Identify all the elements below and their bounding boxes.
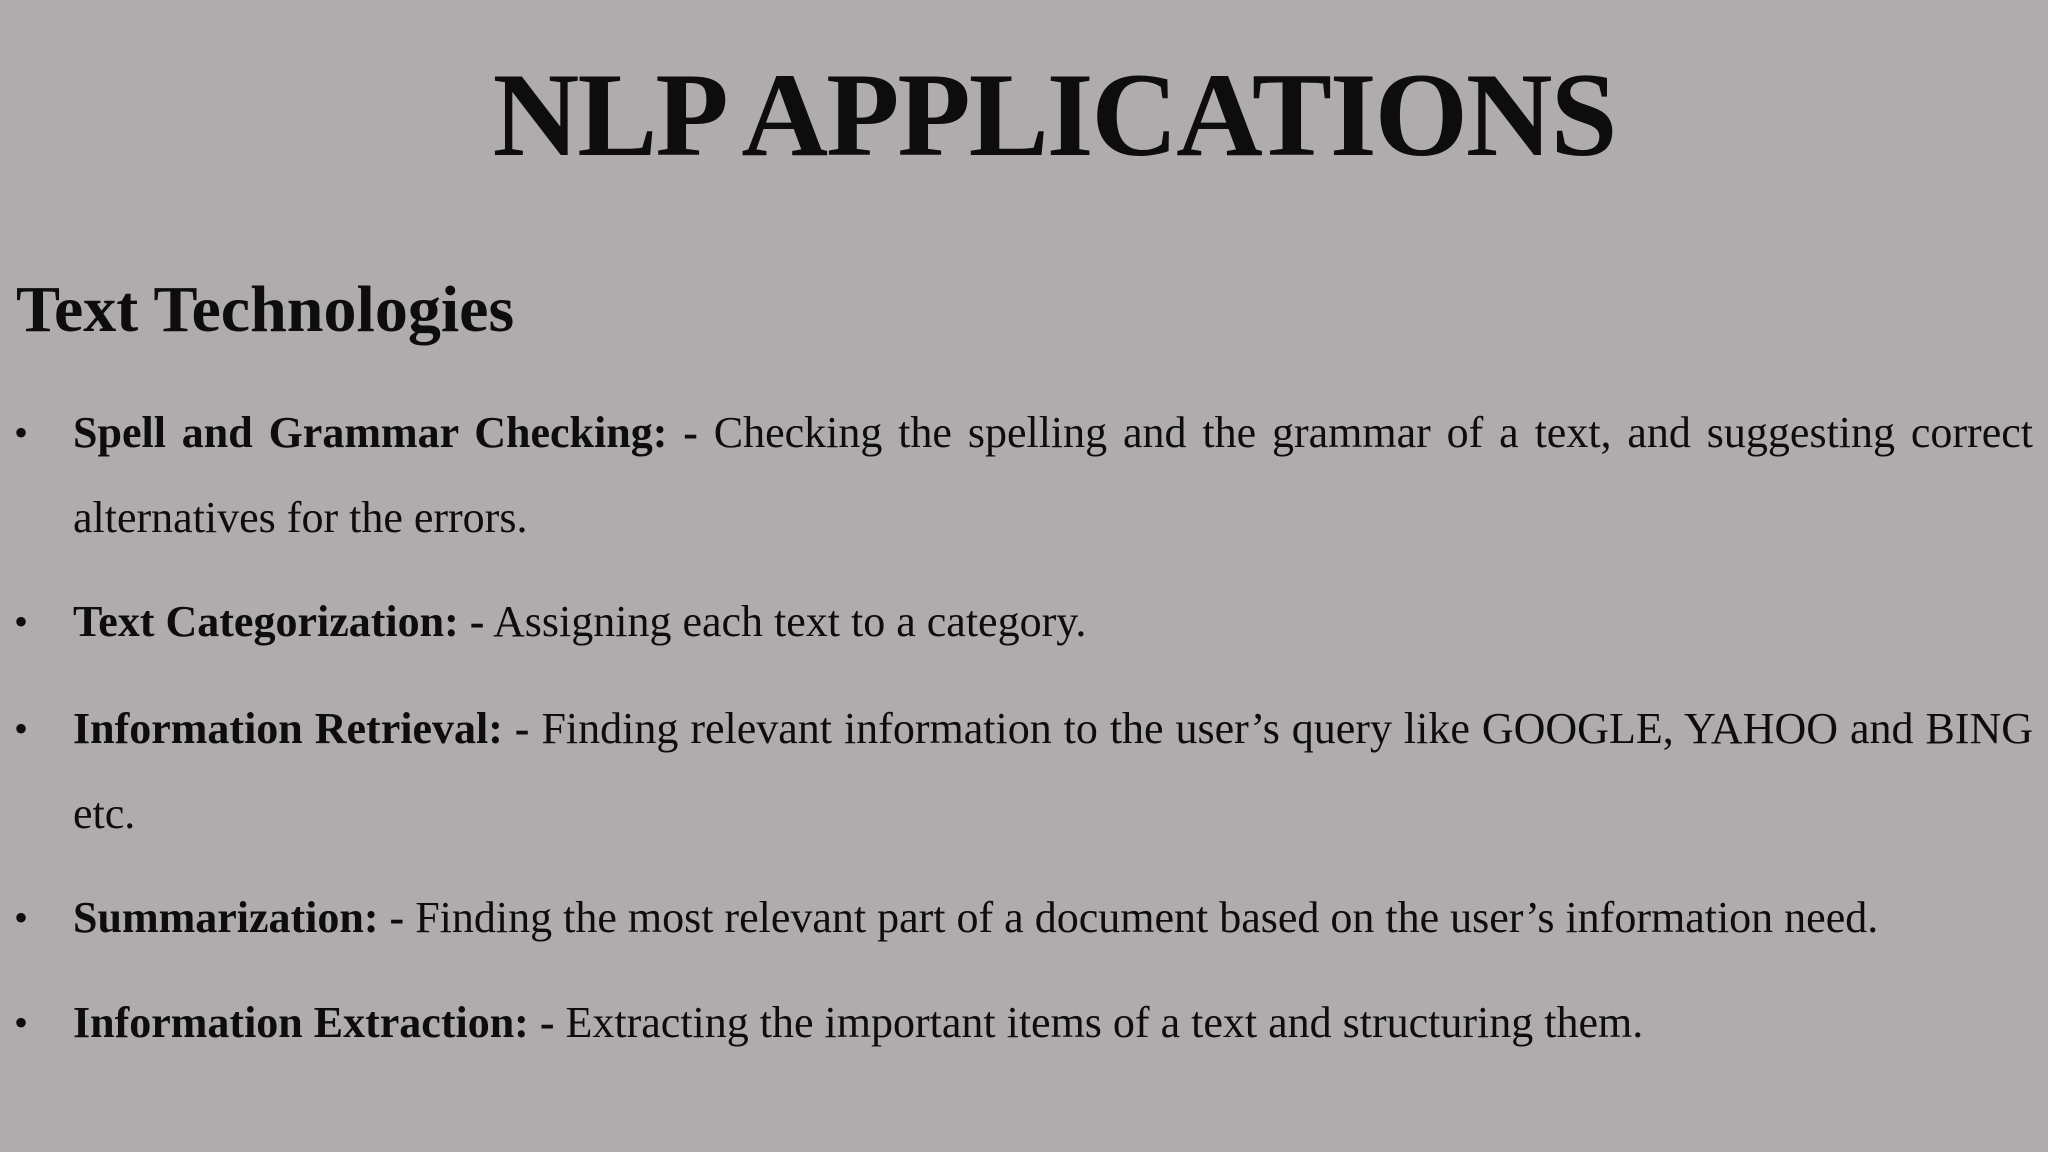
list-item-description: Checking the spelling and the grammar of a text, and suggesting correct alternatives for the errors.	[73, 408, 2033, 542]
list-item-term: Information Extraction: -	[73, 998, 555, 1047]
bullet-icon: •	[14, 599, 29, 644]
bullet-icon: •	[14, 706, 29, 751]
list-item-text	[73, 980, 2033, 1065]
list-item-text	[73, 686, 2033, 856]
list-item-description: Finding relevant information to the user’s query like GOOGLE, YAHOO and BING etc.	[73, 704, 2034, 838]
bullet-icon: •	[14, 410, 29, 455]
list-item-description: Finding the most relevant part of a document based on the user’s information need.	[415, 893, 1879, 942]
slide-title: NLP APPLICATIONS	[492, 48, 1616, 181]
list-item-text	[73, 875, 2033, 960]
list-item-term: Text Categorization: -	[73, 597, 485, 646]
section-heading: Text Technologies	[16, 273, 515, 346]
bullet-icon: •	[14, 1000, 29, 1045]
list-item-term: Spell and Grammar Checking: -	[73, 408, 698, 457]
list-item-description: Extracting the important items of a text and structuring them.	[565, 998, 1644, 1047]
list-item-text	[73, 579, 2033, 664]
list-item-term: Summarization: -	[73, 893, 405, 942]
list-item-description: Assigning each text to a category.	[492, 597, 1087, 646]
list-item-text	[73, 390, 2033, 560]
list-item-term: Information Retrieval: -	[73, 704, 530, 753]
bullet-icon: •	[14, 895, 29, 940]
